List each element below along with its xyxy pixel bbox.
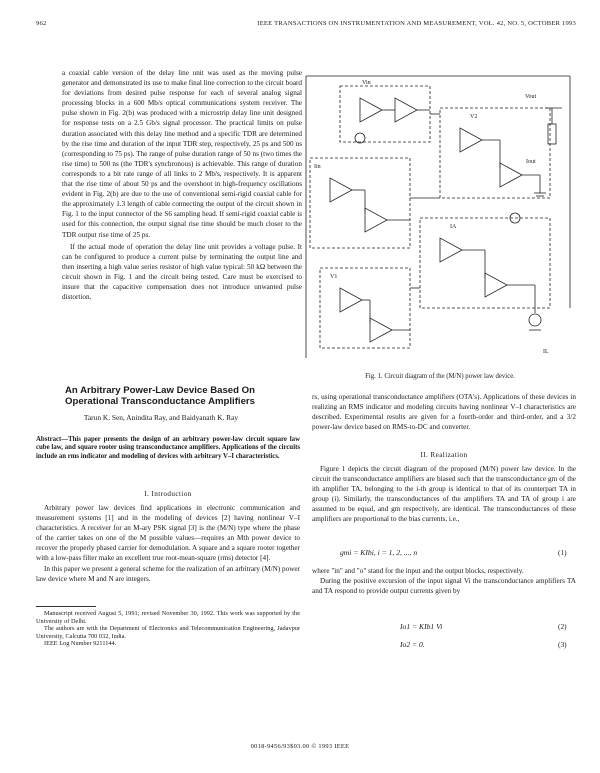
left-column-continuation: [62, 68, 302, 302]
ota-amplifier: [340, 288, 362, 312]
section-heading: I. Introduction: [144, 490, 192, 498]
circuit-diagram: [300, 68, 576, 368]
group-box: [310, 158, 410, 248]
current-source: [355, 133, 365, 143]
resistor: [548, 124, 556, 144]
right-column-intro: [312, 392, 576, 432]
ota-amplifier: [500, 163, 522, 187]
paragraph: a coaxial cable version of the delay line unit was used as the moving pulse generator and demonstrated its use to make final line correction to the circuit board for deviations from desired pulse response for each of several analog signal processing blocks in a 600 Mb/s optical communications system receiver. The pulse shown in Fig. 2(b) was produced with a microstrip delay line unit designed for response tests on a 2.5 Gb/s signal processor. The practical limits on pulse duration associated with this delay line method and a specific TDR are determined by the rise time and duration of the input TDR step, respectively, 25 ps and 500 ns (corresponding to 75 ps). The range of pulse duration range of 50 ns (two times the rise time) to 500 ns (the TDR's synchronous) is achievable. This range of duration corresponds to a bit rate range of all links to 2 Mb/s, respectively. It is apparent that the rise time of about 50 ps and the overshoot in high-frequency oscillations evident in Fig. 2(b) are due to the use of conventional semi-rigid coaxial cable for the approximately 1.3 length of cable connecting the output of the circuit shown in Fig. 1 to the input connector of the S6 sampling head. If semi-rigid coaxial cable is used for this connection, the output signal rise time should be much closer to the TDR output rise time of 25 ps.: [62, 69, 302, 239]
paragraph: In this paper we present a general scheme for the realization of an arbitrary (M/N) power law device where M and N are integers.: [36, 564, 300, 583]
ota-amplifier: [395, 98, 417, 122]
ota-amplifier: [440, 238, 462, 262]
equation-3: Io2 = 0.: [400, 640, 425, 649]
label-il: IL: [543, 349, 549, 355]
current-source: [529, 314, 541, 326]
abstract: Abstract—This paper presents the design of an arbitrary power-law circuit square law cube law, and square rooter using transconductance amplifiers. Applications of the circuits include an rms indicator and modeling of devices with arbitrary V–I characteristics.: [36, 436, 300, 460]
label-vout: Vout: [525, 94, 537, 100]
ota-amplifier: [460, 128, 482, 152]
ota-amplifier: [370, 318, 392, 342]
group-box: [340, 86, 430, 142]
equation-3-number: (3): [558, 640, 567, 649]
footnote-rule: [36, 606, 96, 607]
label-iout: Iout: [526, 159, 536, 165]
journal-title: IEEE TRANSACTIONS ON INSTRUMENTATION AND MEASUREMENT, VOL. 42, NO. 5, OCTOBER 1993: [257, 20, 576, 27]
label-v1: V1: [330, 274, 338, 280]
circuit-figure: [300, 68, 576, 368]
after-equation-1: [312, 566, 576, 596]
copyright-code: 0018-9456/93$03.00 © 1993 IEEE: [250, 743, 350, 750]
section-realization: [312, 464, 576, 525]
equation-2-number: (2): [558, 622, 567, 631]
footnote-log: IEEE Log Number 9211144.: [44, 640, 117, 648]
section-intro: [36, 503, 300, 584]
label-vin: Vin: [362, 80, 371, 86]
footnote-received: Manuscript received August 5, 1991; revised November 30, 1992. This work was supported by the University of Delhi.: [36, 610, 300, 625]
equation-1-number: (1): [558, 548, 567, 557]
equation-2: Io1 = KIb1 Vi: [400, 622, 443, 631]
section-heading: II. Realization: [420, 451, 468, 459]
paragraph: Arbitrary power law devices find applications in electronic communication and measurement systems [1] and in the modeling of devices [2] having nonlinear V–I characteristics. A receiver for an M-ary PSK signal [3] is the (M/N) type where the phase of the carrier takes on one of the M possible values—requires an Mth power device to recover the properly phased carrier for demodulation. A square and a square rooter together with a low-pass filter make an excellent true root-mean-square (rms) detector [4].: [36, 504, 300, 563]
label-v2: V2: [470, 114, 478, 120]
group-box: [320, 268, 410, 348]
group-box: [440, 108, 550, 198]
paragraph: Figure 1 depicts the circuit diagram of the proposed (M/N) power law device. In the circuit the transconductance amplifiers are biased such that the transconductance gm of the ith amplifier TA, belonging to the i-th group is identical to that of its counterpart TA in group (i). Similarly, the transconductances of the amplifiers TA and TA of group i are assumed to be equal, and gm respectively, are identical. The transconductances of these amplifiers are proportional to the bias currents, i.e.,: [312, 465, 576, 524]
paragraph: where "in" and "o" stand for the input and the output blocks, respectively.: [312, 567, 524, 575]
running-header: [36, 20, 576, 32]
figure-caption: Fig. 1. Circuit diagram of the (M/N) power law device.: [365, 373, 515, 380]
paragraph: If the actual mode of operation the delay line unit provides a voltage pulse. It can be configured to produce a current pulse by terminating the output line and then inserting a high value series resistor of high value typical: 50 kΩ between the circuit shown in Fig. 1 and the circuit being tested. Care must be exercised to insure that the capacitive compensation does not introduce unwanted pulse distortion.: [62, 242, 302, 302]
article-title: An Arbitrary Power-Law Device Based On Operational Transconductance Amplifiers: [65, 385, 255, 408]
ota-amplifier: [360, 98, 382, 122]
ota-amplifier: [485, 273, 507, 297]
article-authors: Tarun K. Sen, Anindita Ray, and Baidyanath K. Ray: [83, 413, 239, 422]
footnote-affiliation: The authors are with the Department of Electronics and Telecommunication Engineering, Jadavpur University, Calcutta 700 032, India.: [36, 625, 300, 640]
label-ia: IA: [450, 224, 457, 230]
footnote: [36, 606, 300, 648]
page-number: 962: [36, 20, 47, 27]
label-iin: Iin: [314, 164, 321, 170]
ota-amplifier: [365, 208, 387, 232]
equation-1: gmi = KIbi, i = 1, 2, ..., n: [340, 548, 418, 557]
paragraph: During the positive excursion of the input signal Vi the transconductance amplifiers TA and TA respond to provide output currents given by: [312, 577, 576, 596]
paragraph: rs, using operational transconductance amplifiers (OTA's). Applications of these devices in realizing an RMS indicator and modeling circuits having nonlinear V–I characteristics are described. Experimental results are given for a fourth-order and third-order, and a 3/2 power-law device based on RMS-to-DC and converter.: [312, 393, 576, 432]
ota-amplifier: [330, 178, 352, 202]
